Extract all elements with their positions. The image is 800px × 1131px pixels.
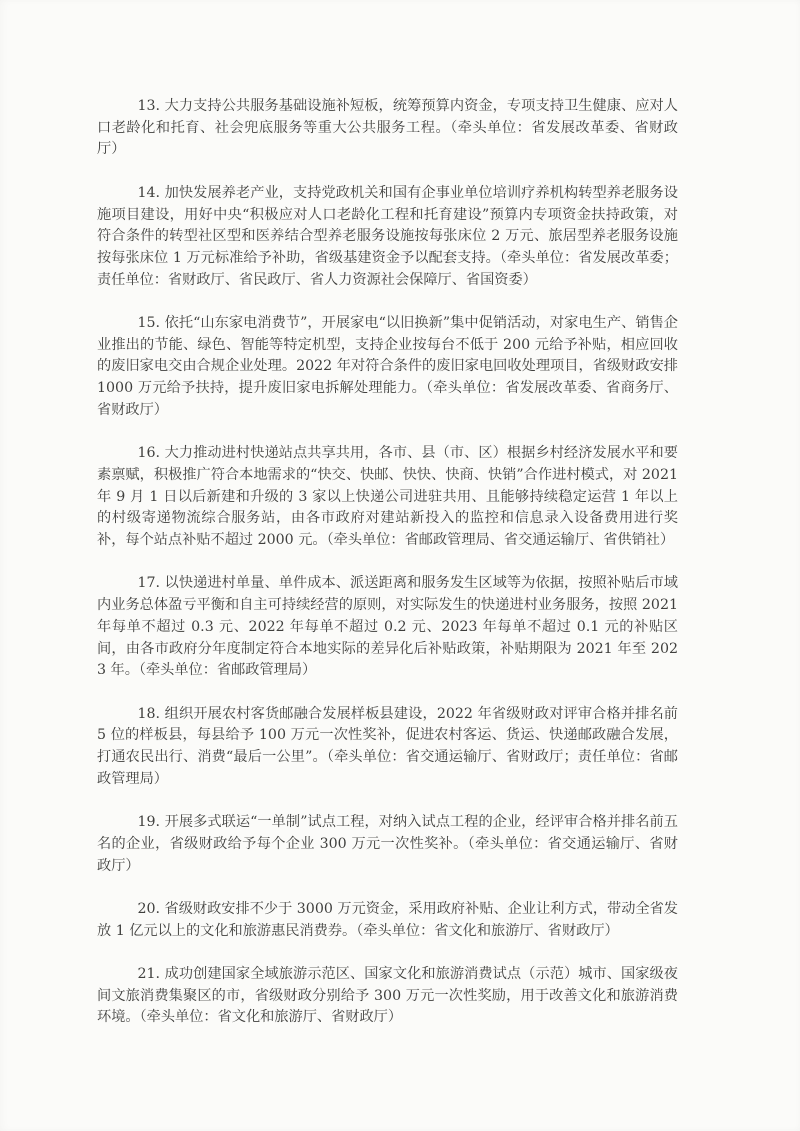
paragraph-20: 20. 省级财政安排不少于 3000 万元资金，采用政府补贴、企业让利方式，带动全省发放 1 亿元以上的文化和旅游惠民消费券。（牵头单位：省文化和旅游厅、省财政厅）: [97, 900, 678, 939]
paragraph-17: 17. 以快递进村单量、单件成本、派送距离和服务发生区域等为依据，按照补贴后市域内业务总体盈亏平衡和自主可持续经营的原则，对实际发生的快递进村业务服务，按照 2021 年每单不超过 0.3 元、2022 年每单不超过 0.2 元、2023 年每单不超过 0.1 元的补贴区间，由各市政府分年度制定符合本地实际的差异化后补贴政策，补贴期限为 2021 年至 2023 年。（牵头单位：省邮政管理局）: [97, 575, 678, 679]
paragraph-16: 16. 大力推动进村快递站点共享共用，各市、县（市、区）根据乡村经济发展水平和要素禀赋，积极推广符合本地需求的“快交、快邮、快快、快商、快销”合作进村模式，对 2021 年 9 月 1 日以后新建和升级的 3 家以上快递公司进驻共用、且能够持续稳定运营 1 年以上的村级寄递物流综合服务站，由各市政府对建站新投入的监控和信息录入设备费用进行奖补，每个站点补贴不超过 2000 元。（牵头单位：省邮政管理局、省交通运输厅、省供销社）: [97, 445, 678, 549]
paragraph-19: 19. 开展多式联运“一单制”试点工程，对纳入试点工程的企业，经评审合格并排名前五名的企业，省级财政给予每个企业 300 万元一次性奖补。（牵头单位：省交通运输厅、省财政厅）: [97, 814, 678, 874]
paragraph-18: 18. 组织开展农村客货邮融合发展样板县建设，2022 年省级财政对评审合格并排名前 5 位的样板县，每县给予 100 万元一次性奖补，促进农村客运、货运、快递邮政融合发展，打通农民出行、消费“最后一公里”。（牵头单位：省交通运输厅、省财政厅；责任单位：省邮政管理局）: [97, 705, 678, 787]
paragraph-21: 21. 成功创建国家全域旅游示范区、国家文化和旅游消费试点（示范）城市、国家级夜间文旅消费集聚区的市，省级财政分别给予 300 万元一次性奖励，用于改善文化和旅游消费环境。（牵头单位：省文化和旅游厅、省财政厅）: [97, 966, 678, 1026]
paragraph-15: 15. 依托“山东家电消费节”，开展家电“以旧换新”集中促销活动，对家电生产、销售企业推出的节能、绿色、智能等特定机型，支持企业按每台不低于 200 元给予补贴，相应回收的废旧家电交由合规企业处理。2022 年对符合条件的废旧家电回收处理项目，省级财政安排 1000 万元给予扶持，提升废旧家电拆解处理能力。（牵头单位：省发展改革委、省商务厅、省财政厅）: [97, 315, 678, 418]
paragraph-13: 13. 大力支持公共服务基础设施补短板，统筹预算内资金，专项支持卫生健康、应对人口老龄化和托育、社会兜底服务等重大公共服务工程。（牵头单位：省发展改革委、省财政厅）: [97, 98, 678, 158]
document-body: [97, 96, 678, 1029]
paragraph-14: 14. 加快发展养老产业，支持党政机关和国有企事业单位培训疗养机构转型养老服务设施项目建设，用好中央“积极应对人口老龄化工程和托育建设”预算内专项资金扶持政策，对符合条件的转型社区型和医养结合型养老服务设施按每张床位 2 万元、旅居型养老服务设施按每张床位 1 万元标准给予补助，省级基建资金予以配套支持。（牵头单位：省发展改革委；责任单位：省财政厅、省民政厅、省人力资源社会保障厅、省国资委）: [97, 184, 678, 288]
